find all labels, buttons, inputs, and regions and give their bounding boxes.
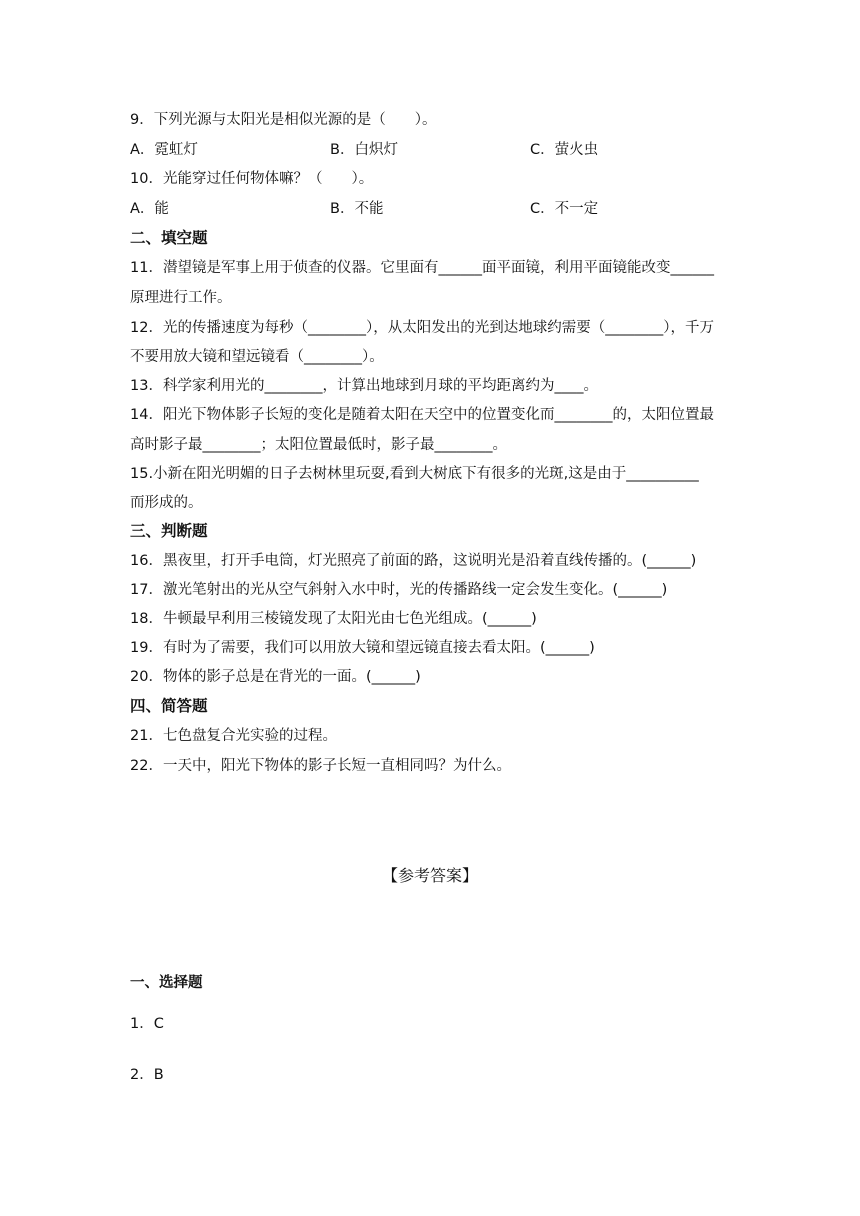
answer-1: 1．C [130, 1016, 164, 1032]
question-10: 10．光能穿过任何物体嘛？（ ）。 [130, 171, 374, 187]
q10-option-c: C．不一定 [530, 201, 599, 217]
question-12-line-1: 12．光的传播速度为每秒（________），从太阳发出的光到达地球约需要（________），千万 [130, 320, 714, 336]
question-17: 17．激光笔射出的光从空气斜射入水中时，光的传播路线一定会发生变化。(______) [130, 582, 668, 598]
question-19: 19．有时为了需要，我们可以用放大镜和望远镜直接去看太阳。(______) [130, 640, 595, 656]
question-14-line-1: 14．阳光下物体影子长短的变化是随着太阳在天空中的位置变化而________的，太阳位置最 [130, 407, 714, 423]
question-13: 13．科学家利用光的________，计算出地球到月球的平均距离约为____。 [130, 378, 598, 394]
question-11-line-2: 原理进行工作。 [130, 290, 232, 306]
answer-key-title: 【参考答案】 [381, 866, 478, 885]
question-20: 20．物体的影子总是在背光的一面。(______) [130, 669, 421, 685]
question-15-line-2: 而形成的。 [130, 495, 203, 511]
section-short-answer: 四、简答题 [130, 697, 208, 715]
question-11-line-1: 11．潜望镜是军事上用于侦查的仪器。它里面有______面平面镜，利用平面镜能改变______ [130, 260, 714, 276]
answer-section-choice: 一、选择题 [130, 975, 203, 991]
question-12-line-2: 不要用放大镜和望远镜看（________）。 [130, 349, 384, 365]
q10-option-b: B．不能 [330, 201, 384, 217]
question-9: 9．下列光源与太阳光是相似光源的是（ ）。 [130, 112, 437, 128]
q9-option-b: B．白炽灯 [330, 142, 398, 158]
question-15-line-1: 15.小新在阳光明媚的日子去树林里玩耍,看到大树底下有很多的光斑,这是由于__________ [130, 466, 699, 482]
answer-2: 2．B [130, 1067, 164, 1083]
question-18: 18．牛顿最早利用三棱镜发现了太阳光由七色光组成。(______) [130, 611, 537, 627]
q9-option-c: C．萤火虫 [530, 142, 599, 158]
section-fill-in: 二、填空题 [130, 229, 208, 247]
q9-option-a: A．霓虹灯 [130, 142, 198, 158]
q10-option-a: A．能 [130, 201, 169, 217]
question-22: 22．一天中，阳光下物体的影子长短一直相同吗？为什么。 [130, 758, 511, 774]
question-16: 16．黑夜里，打开手电筒，灯光照亮了前面的路，这说明光是沿着直线传播的。(______) [130, 553, 697, 569]
section-true-false: 三、判断题 [130, 522, 208, 540]
question-21: 21．七色盘复合光实验的过程。 [130, 728, 337, 744]
question-14-line-2: 高时影子最________；太阳位置最低时，影子最________。 [130, 437, 507, 453]
